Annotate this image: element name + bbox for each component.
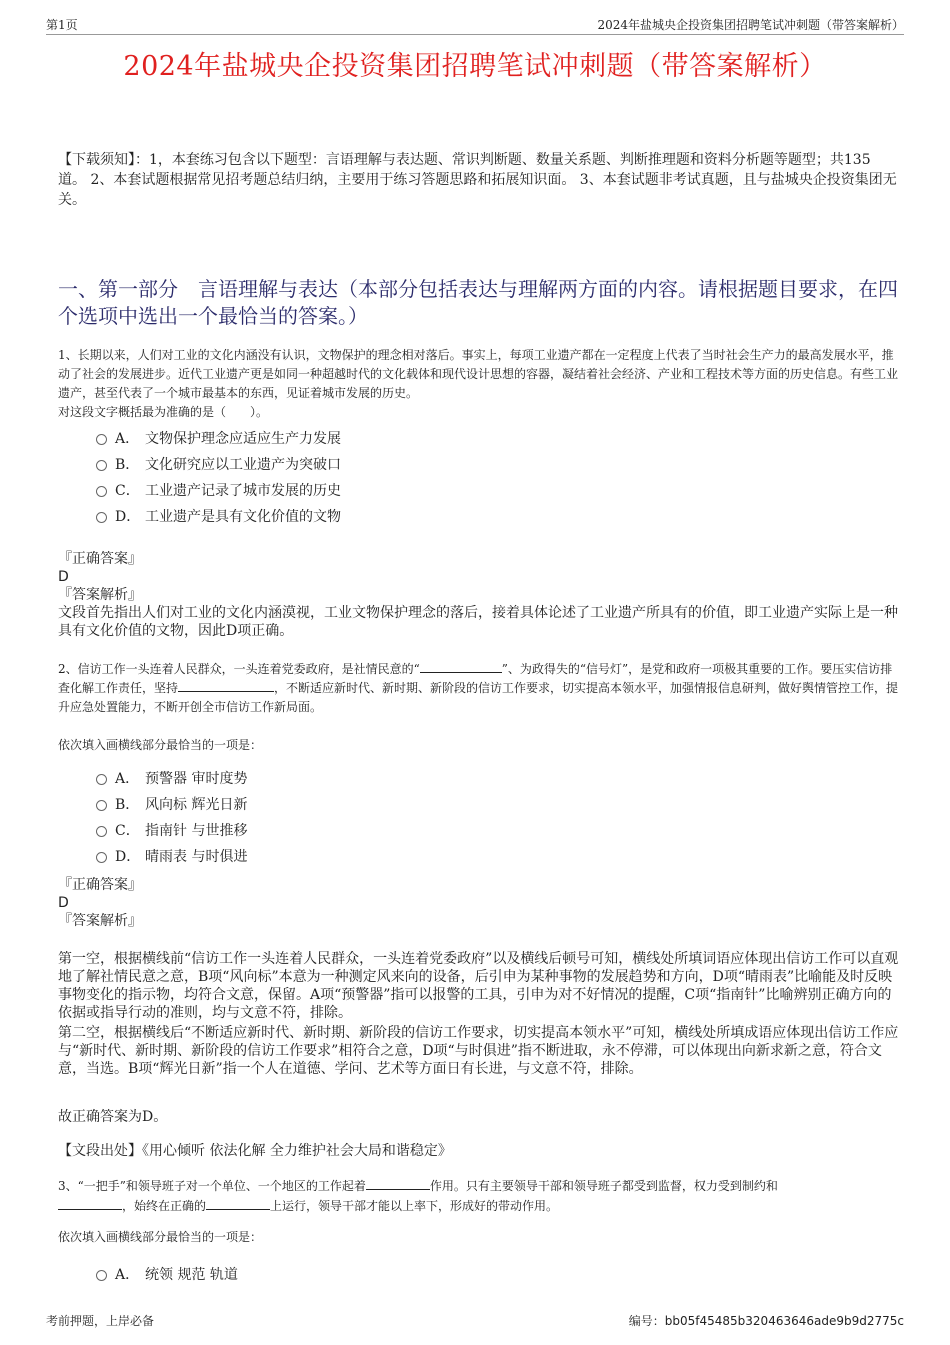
question-1-options <box>96 426 796 530</box>
analysis-conclusion: 故正确答案为D。 <box>58 1109 168 1125</box>
answer-value: D <box>58 895 69 911</box>
question-2-answer-block <box>58 876 900 930</box>
option-text: 指南针 与世推移 <box>145 823 248 839</box>
page-title: 2024年盐城央企投资集团招聘笔试冲刺题（带答案解析） <box>123 51 827 82</box>
option-letter: C． <box>115 823 140 839</box>
question-1-text <box>58 346 900 422</box>
question-2-ask: 依次填入画横线部分最恰当的一项是： <box>58 738 263 752</box>
option-text: 文物保护理念应适应生产力发展 <box>145 431 341 447</box>
analysis-paragraph-1: 第一空，根据横线前“信访工作一头连着人民群众，一头连着党委政府”以及横线后顿号可知，横线处所填词语应体现出信访工作可以直观地了解社情民意之意，B项“风向标”本意为一种测定风来向的设备，后引申为某种事物的发展趋势和方向，D项“晴雨表”比喻能及时反映事物变化的指示物，均符合文意，保留。A项“预警器”指可以报警的工具，引申为对不好情况的提醒，C项“指南针”比喻辨别正确方向的依据或指导行动的准则，均与文意不符，排除。 <box>58 951 899 1021</box>
fill-blank-1 <box>366 1177 430 1190</box>
option-text: 预警器 审时度势 <box>145 771 248 787</box>
question-3-ask: 依次填入画横线部分最恰当的一项是： <box>58 1230 263 1244</box>
radio-icon[interactable] <box>96 1270 107 1281</box>
option-q2-d[interactable] <box>96 844 796 870</box>
section-title: 一、第一部分 言语理解与表达（本部分包括表达与理解两方面的内容。请根据题目要求，在四个选项中选出一个最恰当的答案。） <box>58 277 898 328</box>
question-1-answer-block <box>58 550 900 640</box>
question-2-stem-part-1: 2、信访工作一头连着人民群众，一头连着党委政府，是社情民意的“ <box>58 662 420 676</box>
option-q1-a[interactable] <box>96 426 796 452</box>
question-3-stem-part-4: 上运行，领导干部才能以上率下，形成好的带动作用。 <box>270 1199 559 1213</box>
option-letter: A． <box>115 1267 140 1283</box>
option-q3-a[interactable] <box>96 1262 796 1288</box>
option-letter: A． <box>115 431 140 447</box>
radio-icon[interactable] <box>96 434 107 445</box>
question-3-stem-part-1: 3、“一把手”和领导班子对一个单位、一个地区的工作起着 <box>58 1179 366 1193</box>
question-2-text <box>58 660 900 717</box>
option-text: 风向标 辉光日新 <box>145 797 248 813</box>
download-notice: 【下载须知】：1，本套练习包含以下题型：言语理解与表达题、常识判断题、数量关系题、判断推理题和资料分析题等题型；共135道。 2、本套试题根据常见招考题总结归纳，主要用于练习答题思路和拓展知识面。 3、本套试题非考试真题，且与盐城央企投资集团无关。 <box>58 152 897 208</box>
option-q1-b[interactable] <box>96 452 796 478</box>
option-text: 工业遗产记录了城市发展的历史 <box>145 483 341 499</box>
option-text: 文化研究应以工业遗产为突破口 <box>145 457 341 473</box>
fill-blank-3 <box>206 1197 270 1210</box>
header-doc-title: 2024年盐城央企投资集团招聘笔试冲刺题（带答案解析） <box>597 18 904 32</box>
option-q1-d[interactable] <box>96 504 796 530</box>
fill-blank-1 <box>420 660 502 673</box>
option-q2-b[interactable] <box>96 792 796 818</box>
option-q2-c[interactable] <box>96 818 796 844</box>
option-letter: B． <box>115 797 140 813</box>
analysis-label: 『答案解析』 <box>58 913 142 929</box>
question-3-text <box>58 1176 900 1216</box>
passage-source: 【文段出处】《用心倾听 依法化解 全力维护社会大局和谐稳定》 <box>58 1143 452 1159</box>
option-q2-a[interactable] <box>96 766 796 792</box>
option-text: 晴雨表 与时俱进 <box>145 849 248 865</box>
footer-doc-id: 编号：bb05f45485b320463646ade9b9d2775c <box>628 1314 904 1328</box>
question-3-stem-part-3: ，始终在正确的 <box>122 1199 207 1213</box>
question-3-stem-part-2: 作用。只有主要领导干部和领导班子都受到监督，权力受到制约和 <box>429 1179 778 1193</box>
radio-icon[interactable] <box>96 800 107 811</box>
footer-slogan: 考前押题，上岸必备 <box>46 1314 155 1328</box>
page-number: 第1页 <box>46 18 78 32</box>
analysis-label: 『答案解析』 <box>58 587 142 603</box>
option-letter: D． <box>115 849 141 865</box>
option-letter: A． <box>115 771 140 787</box>
page-footer <box>46 1312 904 1329</box>
radio-icon[interactable] <box>96 512 107 523</box>
question-2-stem-part-2: ”、为政得失的“信号灯”，是党和政府一项极其重要的工作。要压实信访排查化解工作责任，坚持 <box>58 662 893 695</box>
option-letter: B． <box>115 457 140 473</box>
analysis-text: 文段首先指出人们对工业的文化内涵漠视，工业文物保护理念的落后，接着具体论述了工业遗产所具有的价值，即工业遗产实际上是一种具有文化价值的文物，因此D项正确。 <box>58 605 898 639</box>
answer-label: 『正确答案』 <box>58 551 142 567</box>
analysis-paragraph-2: 第二空，根据横线后“不断适应新时代、新时期、新阶段的信访工作要求，切实提高本领水平”可知，横线处所填成语应体现出信访工作应与“新时代、新时期、新阶段的信访工作要求”相符合之意，D项“与时俱进”指不断进取，永不停滞，可以体现出向新求新之意，符合文意，当选。B项“辉光日新”指一个人在道德、学问、艺术等方面日有长进，与文意不符，排除。 <box>58 1025 899 1077</box>
fill-blank-2 <box>58 1197 122 1210</box>
radio-icon[interactable] <box>96 852 107 863</box>
question-1-ask: 对这段文字概括最为准确的是（ ）。 <box>58 405 269 419</box>
radio-icon[interactable] <box>96 826 107 837</box>
answer-value: D <box>58 569 69 585</box>
page-header <box>46 14 904 35</box>
option-text: 工业遗产是具有文化价值的文物 <box>145 509 341 525</box>
question-3-options <box>96 1262 796 1288</box>
option-text: 统领 规范 轨道 <box>145 1267 238 1283</box>
radio-icon[interactable] <box>96 774 107 785</box>
question-2-stem-part-3: ，不断适应新时代、新时期、新阶段的信访工作要求，切实提高本领水平，加强情报信息研判，做好舆情管控工作，提升应急处置能力，不断开创全市信访工作新局面。 <box>58 681 899 714</box>
fill-blank-2 <box>178 679 274 692</box>
question-2-options <box>96 766 796 870</box>
radio-icon[interactable] <box>96 486 107 497</box>
answer-label: 『正确答案』 <box>58 877 142 893</box>
question-1-stem: 1、长期以来，人们对工业的文化内涵没有认识，文物保护的理念相对落后。事实上，每项工业遗产都在一定程度上代表了当时社会生产力的最高发展水平，推动了社会的发展进步。近代工业遗产更是如同一种超越时代的文化载体和现代设计思想的容器，凝结着社会经济、产业和工程技术等方面的历史信息。有些工业遗产，甚至代表了一个城市最基本的东西，见证着城市发展的历史。 <box>58 348 899 400</box>
option-q1-c[interactable] <box>96 478 796 504</box>
option-letter: D． <box>115 509 141 525</box>
radio-icon[interactable] <box>96 460 107 471</box>
option-letter: C． <box>115 483 140 499</box>
